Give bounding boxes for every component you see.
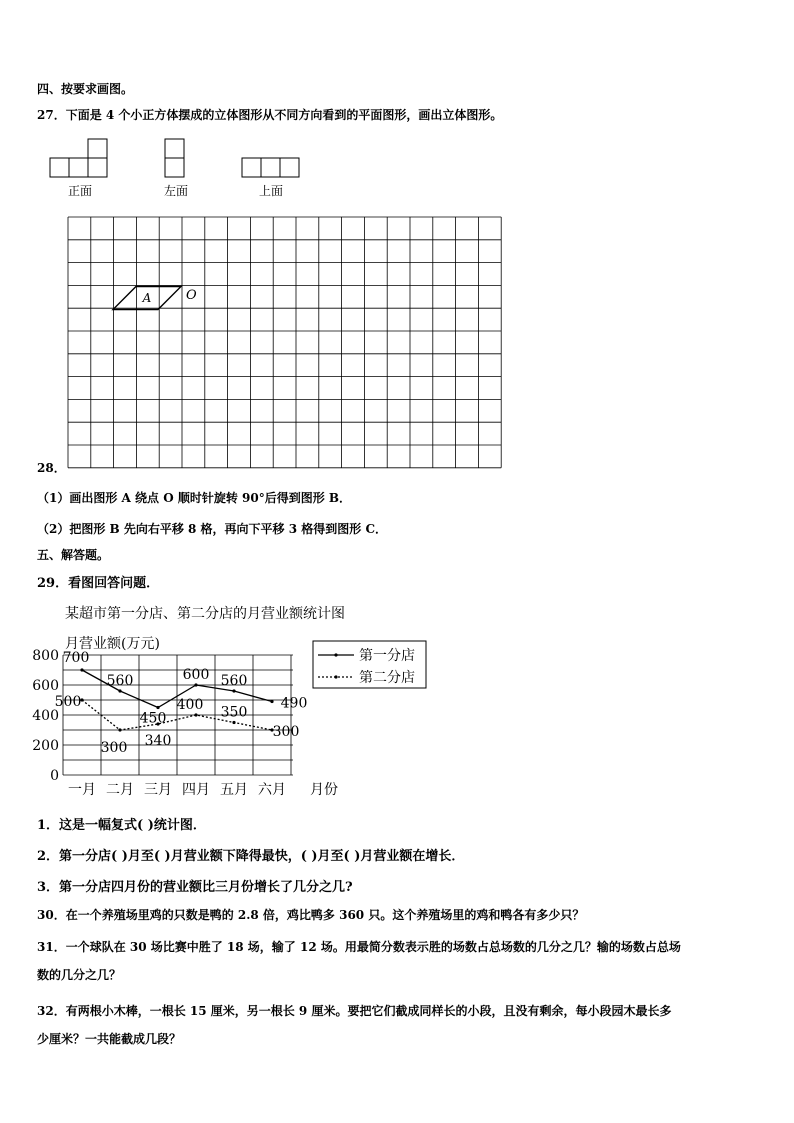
- q32-line2: 少厘米？一共能截成几段？: [37, 1032, 182, 1046]
- chart-x-ticks: [68, 782, 286, 798]
- data-label: 490: [280, 695, 308, 712]
- q27-text: 27．下面是 4 个小正方体摆成的立体图形从不同方向看到的平面图形，画出立体图形。: [37, 108, 503, 122]
- data-label: 700: [62, 650, 90, 666]
- section-four-heading: 四、按要求画图。: [37, 82, 134, 96]
- chart-grid: [63, 655, 293, 775]
- section-five-heading: 五、解答题。: [37, 548, 110, 562]
- q28-number: 28．: [37, 461, 66, 475]
- front-view-shape: [50, 139, 107, 177]
- chart-y-ticks: [32, 648, 59, 784]
- legend-dot-dotted: [334, 675, 337, 678]
- chart-title: 某超市第一分店、第二分店的月营业额统计图: [65, 606, 345, 622]
- series2-point: [232, 721, 235, 724]
- data-label: 500: [54, 694, 82, 710]
- series2-point: [194, 713, 197, 716]
- data-label: 560: [220, 673, 248, 689]
- q29-sub2: 2．第一分店( )月至( )月营业额下降得最快，( )月至( )月营业额在增长．: [37, 849, 465, 864]
- x-tick-label: 六月: [258, 782, 286, 798]
- view-label-top: 上面: [258, 184, 284, 198]
- q31-line1: 31．一个球队在 30 场比赛中胜了 18 场，输了 12 场。用最简分数表示胜的场数占总场数的几分之几？输的场数占总场: [37, 940, 681, 954]
- series1-point: [80, 668, 83, 671]
- q29-text: 29．看图回答问题．: [37, 576, 160, 591]
- y-tick-label: 0: [50, 768, 59, 784]
- x-tick-label: 一月: [68, 782, 96, 798]
- data-label: 350: [220, 704, 248, 721]
- series1-point: [194, 683, 197, 686]
- chart-ylabel: 月营业额(万元): [65, 636, 160, 652]
- q28-part1: （1）画出图形 A 绕点 O 顺时针旋转 90°后得到图形 B．: [37, 491, 352, 505]
- data-label: 340: [144, 733, 172, 749]
- series1-point: [156, 706, 159, 709]
- q28-grid-figure: [0, 200, 794, 490]
- series1-point: [118, 689, 121, 692]
- y-tick-label: 200: [32, 738, 59, 754]
- chart-data-labels: [55, 650, 308, 756]
- data-label: 450: [139, 710, 167, 727]
- top-view-shape: [242, 158, 299, 177]
- shape-a-label: A: [142, 291, 152, 305]
- chart-xlabel: 月份: [310, 782, 338, 798]
- q27-views: [0, 0, 794, 210]
- view-label-left: 左面: [163, 184, 189, 198]
- data-label: 600: [182, 667, 210, 683]
- view-label-front: 正面: [67, 184, 93, 198]
- series1-point: [270, 700, 273, 703]
- y-tick-label: 800: [32, 648, 59, 664]
- data-label: 300: [272, 724, 300, 740]
- legend-dot-solid: [334, 653, 337, 656]
- chart-legend: [313, 641, 426, 688]
- y-tick-label: 400: [32, 708, 59, 724]
- data-label: 400: [176, 697, 204, 713]
- q31-line2: 数的几分之几？: [37, 968, 122, 982]
- x-tick-label: 三月: [144, 782, 172, 798]
- legend-label-series2: 第二分店: [359, 670, 415, 686]
- x-tick-label: 二月: [106, 782, 134, 798]
- legend-label-series1: 第一分店: [359, 648, 415, 664]
- data-label: 560: [106, 673, 134, 689]
- q29-sub3: 3．第一分店四月份的营业额比三月份增长了几分之几?: [37, 880, 353, 895]
- x-tick-label: 四月: [182, 782, 210, 798]
- series2-point: [118, 728, 121, 731]
- q30-text: 30．在一个养殖场里鸡的只数是鸭的 2.8 倍，鸡比鸭多 360 只。这个养殖场里的鸡和鸭各有多少只？: [37, 908, 585, 922]
- data-label: 300: [100, 740, 128, 756]
- x-tick-label: 五月: [220, 782, 248, 798]
- q32-line1: 32．有两根小木棒，一根长 15 厘米，另一根长 9 厘米。要把它们截成同样长的小段，且没有剩余，每小段园木最长多: [37, 1004, 672, 1018]
- point-o-label: O: [186, 288, 197, 303]
- y-tick-label: 600: [32, 678, 59, 694]
- q29-sub1: 1．这是一幅复式( )统计图．: [37, 818, 206, 833]
- revenue-line-chart: [0, 598, 794, 800]
- q28-part2: （2）把图形 B 先向右平移 8 格，再向下平移 3 格得到图形 C．: [37, 522, 387, 536]
- series1-point: [232, 689, 235, 692]
- square-grid: [68, 217, 501, 468]
- left-view-shape: [165, 139, 184, 177]
